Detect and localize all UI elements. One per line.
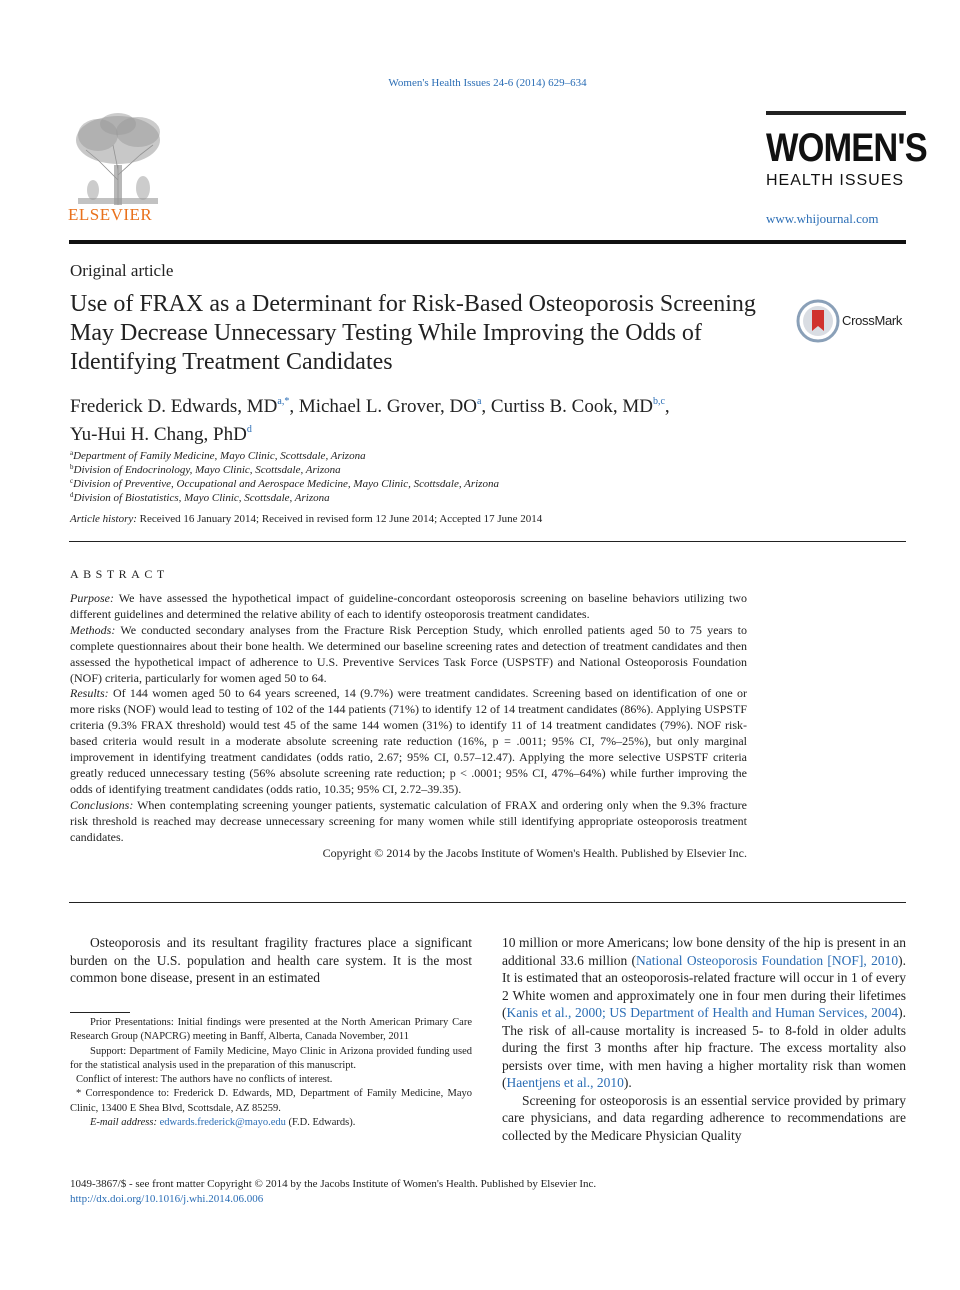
journal-name-line1: WOMEN'S bbox=[766, 126, 927, 170]
article-history bbox=[70, 513, 542, 525]
abstract-purpose bbox=[70, 591, 747, 623]
affiliation bbox=[70, 488, 330, 505]
footnote-support: Support: Department of Family Medicine, Mayo Clinic in Arizona provided funding used for the statistical analysis used in the preparation of this manuscript. bbox=[70, 1045, 472, 1071]
issn-line: 1049-3867/$ - see front matter Copyright © 2014 by the Jacobs Institute of Women's Health. Published by Elsevier Inc. bbox=[70, 1178, 597, 1190]
footnote-conflict: Conflict of interest: The authors have no conflicts of interest. bbox=[76, 1074, 333, 1086]
journal-reference[interactable]: Women's Health Issues 24-6 (2014) 629–634 bbox=[388, 77, 587, 89]
body-text: ). bbox=[623, 1075, 632, 1090]
abstract-methods bbox=[70, 623, 747, 687]
abstract-copyright: Copyright © 2014 by the Jacobs Institute of Women's Health. Published by Elsevier Inc. bbox=[322, 845, 747, 860]
affiliation-text: Division of Endocrinology, Mayo Clinic, Scottsdale, Arizona bbox=[73, 464, 341, 476]
body-text: 10 million or more Americans; low bone density of the hip is present in an additional 33.6 million ( bbox=[502, 935, 906, 968]
abstract-text: We conducted secondary analyses from the Fracture Risk Perception Study, which enrolled patients aged 50 to 75 years to complete questionnaires about their bone health. We determined our baseline screening rates and detection of treatment candidates and then assessed the hypothetical impact of adherence to U.S. Preventive Services Task Force (USPSTF) and National Osteoporosis Foundation (NOF) criteria, particularly for women aged 50 to 64. bbox=[70, 622, 747, 685]
author-affiliation-marker[interactable]: d bbox=[246, 424, 252, 435]
author-name: Yu-Hui H. Chang, PhD bbox=[70, 424, 247, 445]
divider bbox=[69, 541, 906, 542]
doi-link[interactable]: http://dx.doi.org/10.1016/j.whi.2014.06.006 bbox=[70, 1192, 264, 1205]
affiliation-key: b bbox=[70, 463, 74, 471]
abstract-label: Results: bbox=[70, 686, 109, 701]
author-separator: , bbox=[289, 396, 299, 417]
header-rule bbox=[69, 240, 906, 244]
bottom-meta bbox=[70, 1177, 596, 1206]
email-label: E-mail address: bbox=[90, 1117, 157, 1129]
footnote-presentations: Prior Presentations: Initial findings were presented at the North American Primary Care Research Group (NAPCRG) meeting in Banff, Alberta, Canada November, 2011 bbox=[70, 1017, 472, 1043]
author-separator: , bbox=[664, 396, 670, 417]
abstract-text: When contemplating screening younger patients, systematic calculation of FRAX and ordering only when the 9.3% fracture risk threshold is reached may decrease unnecessary screening for many women while still identifying appropriate osteoporosis treatment candidates. bbox=[70, 797, 747, 844]
divider bbox=[69, 902, 906, 903]
footnote-rule bbox=[70, 1012, 130, 1013]
crossmark-icon[interactable] bbox=[796, 299, 840, 343]
body-paragraph: Osteoporosis and its resultant fragility fractures place a significant burden on the U.S. population and health care system. It is the most common bone disease, present in an estimated bbox=[70, 935, 472, 985]
author-name: Curtiss B. Cook, MD bbox=[490, 396, 653, 417]
history-text: Received 16 January 2014; Received in revised form 12 June 2014; Accepted 17 June 2014 bbox=[139, 513, 543, 525]
abstract-text: We have assessed the hypothetical impact of guideline-concordant osteoporosis screening on baseline behaviors utilizing two different guidelines and determined the relative ability of each to identify osteoporosis treatment candidates. bbox=[70, 591, 747, 621]
journal-name-line2: HEALTH ISSUES bbox=[766, 172, 905, 189]
affiliation-key: d bbox=[70, 491, 74, 499]
affiliation-text: Division of Biostatistics, Mayo Clinic, Scottsdale, Arizona bbox=[73, 492, 330, 504]
abstract-results bbox=[70, 686, 747, 797]
author-separator: , bbox=[481, 396, 491, 417]
body-text: ). The risk of all-cause mortality is increased 5- to 8-fold in older adults during the first 3 months after hip fracture. The excess mortality also persists over time, with men having a higher mortality risk than women ( bbox=[502, 1005, 906, 1090]
affiliation-key: c bbox=[70, 477, 74, 485]
footnote-email bbox=[70, 1116, 472, 1130]
article-type: Original article bbox=[70, 261, 174, 280]
elsevier-tree-logo bbox=[68, 110, 168, 208]
body-column-left bbox=[70, 934, 472, 987]
body-column-right bbox=[502, 934, 906, 1144]
abstract-label: Purpose: bbox=[70, 591, 114, 605]
affiliation-text: Division of Preventive, Occupational and Aerospace Medicine, Mayo Clinic, Scottsdale, Arizona bbox=[73, 478, 499, 490]
abstract-text: Of 144 women aged 50 to 64 years screened, 14 (9.7%) were treatment candidates. Screening based on identification of one or more risks (NOF) would lead to testing of 102 of the 144 patients (71%) to identify 12 of 14 treatment candidates (86%). Applying USPSTF criteria (9.3% FRAX threshold) would test 45 of the same 144 women (31%) to identify 11 of 14 treatment candidates (79%). NOF risk-based criteria would result in a moderate absolute screening rate reduction (16%, p = .0011; 95% CI, 7%–25%), but only marginal improvement in identifying treatment candidates (odds ratio, 2.67; 95% CI, 0.57–12.47). Applying the more selective USPSTF criteria greatly reduced unnecessary testing (56% absolute screening rate reduction; p < .0001; 95% CI, 47%–64%) while further improving the odds of identifying treatment candidates (odds ratio, 10.35; 95% CI, 2.72–39.35). bbox=[70, 686, 747, 796]
abstract-label: Conclusions: bbox=[70, 797, 134, 812]
history-label: Article history: bbox=[70, 513, 137, 525]
citation-link[interactable]: Kanis et al., 2000; US Department of Health and Human Services, 2004 bbox=[506, 1005, 899, 1020]
masthead-bar bbox=[766, 111, 906, 115]
body-paragraph bbox=[502, 934, 906, 1092]
journal-url-link[interactable]: www.whijournal.com bbox=[766, 211, 879, 226]
footnotes bbox=[70, 1016, 472, 1130]
author-affiliation-marker[interactable]: a,* bbox=[277, 396, 290, 407]
elsevier-wordmark: ELSEVIER bbox=[68, 205, 153, 224]
crossmark-label[interactable]: CrossMark bbox=[842, 313, 903, 328]
article-title: Use of FRAX as a Determinant for Risk-Based Osteoporosis Screening May Decrease Unnecessary Testing While Improving the Odds of Identifying Treatment Candidates bbox=[70, 291, 756, 375]
footnote-correspondence: * Correspondence to: Frederick D. Edwards, MD, Department of Family Medicine, Mayo Clinic, 13400 E Shea Blvd, Scottsdale, AZ 85259. bbox=[70, 1088, 472, 1114]
abstract-body bbox=[70, 591, 747, 861]
body-text: ). It is estimated that an osteoporosis-related fracture will occur in 1 of every 2 White women and approximately one in four men during their lifetimes ( bbox=[502, 952, 906, 1020]
email-suffix: (F.D. Edwards). bbox=[288, 1117, 356, 1129]
author-affiliation-marker[interactable]: a bbox=[476, 396, 482, 407]
abstract-conclusions bbox=[70, 798, 747, 846]
abstract-label: Methods: bbox=[70, 622, 116, 637]
author-name: Frederick D. Edwards, MD bbox=[70, 396, 278, 417]
body-paragraph: Screening for osteoporosis is an essential service provided by primary care physicians, and data regarding adherence to recommendations are collected by the Medicare Physician Quality bbox=[502, 1092, 906, 1143]
author-list bbox=[70, 390, 750, 446]
affiliation-text: Department of Family Medicine, Mayo Clinic, Scottsdale, Arizona bbox=[73, 450, 366, 462]
citation-link[interactable]: National Osteoporosis Foundation [NOF], 2010 bbox=[636, 952, 899, 968]
author-affiliation-marker[interactable]: b,c bbox=[652, 396, 665, 407]
abstract-heading: ABSTRACT bbox=[70, 567, 169, 581]
author-name: Michael L. Grover, DO bbox=[298, 396, 477, 417]
citation-link[interactable]: Haentjens et al., 2010 bbox=[506, 1075, 624, 1090]
email-link[interactable]: edwards.frederick@mayo.edu bbox=[159, 1117, 286, 1129]
affiliation-key: a bbox=[70, 449, 74, 457]
